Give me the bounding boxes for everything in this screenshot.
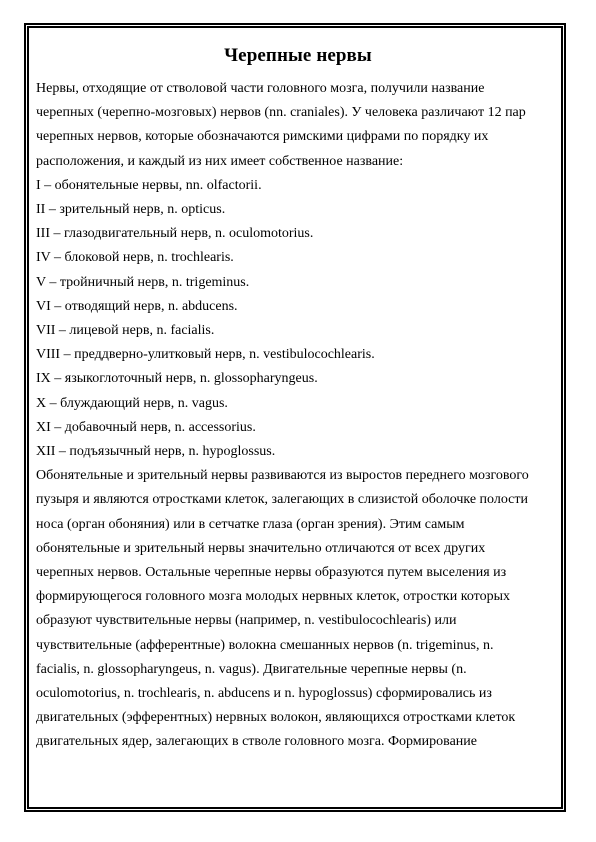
- nerve-list-item: IV – блоковой нерв, n. trochlearis.: [36, 250, 234, 266]
- nerve-list-item: III – глазодвигательный нерв, n. oculomotorius.: [36, 226, 314, 242]
- text-line: пузыря и являются отростками клеток, залегающих в слизистой оболочке полости: [36, 492, 529, 508]
- text-line: facialis, n. glossopharyngeus, n. vagus). Двигательные черепные нервы (n.: [36, 661, 467, 677]
- nerve-list-item: X – блуждающий нерв, n. vagus.: [36, 395, 228, 411]
- text-line: черепных (черепно-мозговых) нервов (nn. craniales). У человека различают 12 пар: [36, 105, 526, 121]
- nerve-list-item: VII – лицевой нерв, n. facialis.: [36, 323, 215, 339]
- text-line: двигательных ядер, залегающих в стволе головного мозга. Формирование: [36, 734, 477, 750]
- nerve-list-item: XI – добавочный нерв, n. accessorius.: [36, 419, 256, 435]
- text-line: носа (орган обоняния) или в сетчатке глаза (орган зрения). Этим самым: [36, 516, 465, 532]
- text-line: формирующегося головного мозга молодых нервных клеток, отростки которых: [36, 589, 510, 605]
- text-line: двигательных (эфферентных) нервных волокон, являющихся отростками клеток: [36, 710, 516, 726]
- text-line: обонятельные и зрительный нервы значительно отличаются от всех других: [36, 540, 486, 556]
- nerve-list-item: V – тройничный нерв, n. trigeminus.: [36, 274, 250, 290]
- nerve-list-item: II – зрительный нерв, n. opticus.: [36, 202, 226, 218]
- text-line: Обонятельные и зрительный нервы развиваются из выростов переднего мозгового: [36, 468, 529, 484]
- text-line: черепных нервов, которые обозначаются римскими цифрами по порядку их: [36, 129, 489, 145]
- nerve-list-item: VIII – преддверно-улитковый нерв, n. vestibulocochlearis.: [36, 347, 375, 363]
- nerve-list-item: I – обонятельные нервы, nn. olfactorii.: [36, 177, 262, 193]
- text-line: чувствительные (афферентные) волокна смешанных нервов (n. trigeminus, n.: [36, 637, 494, 653]
- page-title: Черепные нервы: [224, 45, 372, 66]
- nerve-list-item: VI – отводящий нерв, n. abducens.: [36, 298, 238, 314]
- text-line: oculomotorius, n. trochlearis, n. abducens и n. hypoglossus) сформировались из: [36, 686, 492, 702]
- nerve-list-item: IX – языкоглоточный нерв, n. glossopharyngeus.: [36, 371, 318, 387]
- text-line: черепных нервов. Остальные черепные нервы образуются путем выселения из: [36, 565, 507, 581]
- text-line: расположения, и каждый из них имеет собственное название:: [36, 153, 404, 169]
- text-line: образуют чувствительные нервы (например, n. vestibulocochlearis) или: [36, 613, 457, 629]
- text-line: Нервы, отходящие от стволовой части головного мозга, получили название: [36, 81, 485, 96]
- nerve-list-item: XII – подъязычный нерв, n. hypoglossus.: [36, 444, 276, 460]
- document-body: [36, 77, 556, 755]
